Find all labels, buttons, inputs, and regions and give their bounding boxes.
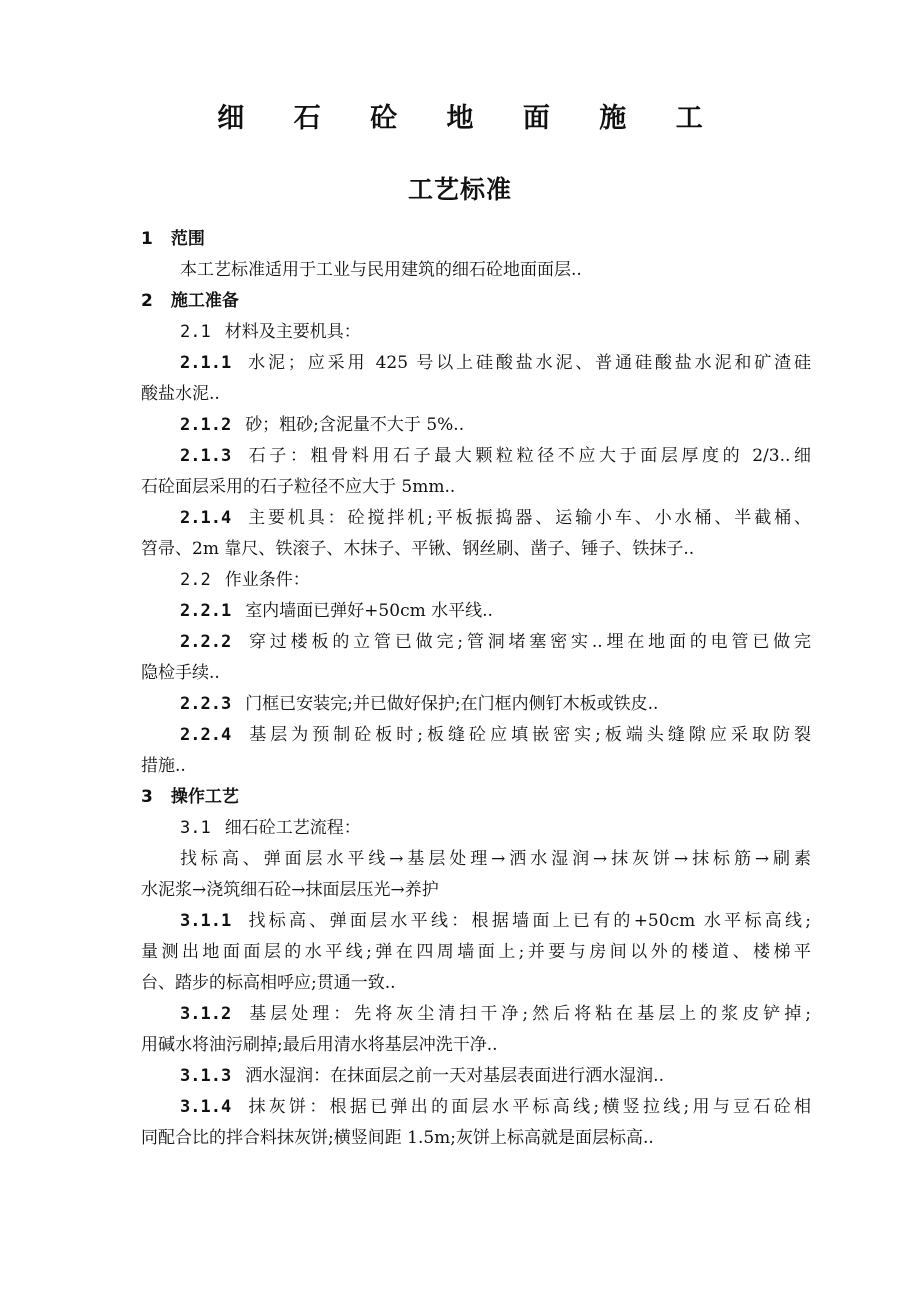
document-subtitle: 工艺标准	[407, 175, 512, 204]
subsection-3-1: 3.1 细石砼工艺流程：	[180, 818, 361, 838]
document-body	[141, 224, 811, 1154]
clause-2-2-4: 2.2.4 基层为预制砼板时;板缝砼应填嵌密实;板端头缝隙应采取防裂	[180, 725, 811, 745]
clause-3-1-1-cont2: 台、踏步的标高相呼应;贯通一致..	[141, 973, 396, 993]
clause-3-1-1-cont: 量测出地面面层的水平线;弹在四周墙面上;并要与房间以外的楼道、楼梯平	[141, 942, 811, 962]
clause-2-2-1: 2.2.1 室内墙面已弹好+50cm 水平线..	[180, 601, 493, 621]
clause-2-2-2: 2.2.2 穿过楼板的立管已做完;管洞堵塞密实..埋在地面的电管已做完	[180, 632, 811, 652]
section-heading-1: 1 范围	[141, 229, 205, 249]
clause-2-1-3-cont: 石砼面层采用的石子粒径不应大于 5mm..	[141, 477, 456, 497]
clause-2-1-1: 2.1.1 水泥；应采用 425 号以上硅酸盐水泥、普通硅酸盐水泥和矿渣硅	[180, 353, 811, 373]
clause-3-1-2: 3.1.2 基层处理：先将灰尘清扫干净;然后将粘在基层上的浆皮铲掉;	[180, 1004, 811, 1024]
section-heading-3: 3 操作工艺	[141, 787, 239, 807]
clause-3-1-4-cont: 同配合比的拌合料抹灰饼;横竖间距 1.5m;灰饼上标高就是面层标高..	[141, 1128, 654, 1148]
clause-3-1-3: 3.1.3 洒水湿润：在抹面层之前一天对基层表面进行洒水湿润..	[180, 1066, 664, 1086]
subsection-2-2: 2.2 作业条件：	[180, 570, 310, 590]
clause-2-2-3: 2.2.3 门框已安装完;并已做好保护;在门框内侧钉木板或铁皮..	[180, 694, 659, 714]
clause-2-1-3: 2.1.3 石子：粗骨料用石子最大颗粒粒径不应大于面层厚度的 2/3..细	[180, 446, 811, 466]
clause-3-1-2-cont: 用碱水将油污刷掉;最后用清水将基层冲洗干净..	[141, 1035, 498, 1055]
clause-3-1-4: 3.1.4 抹灰饼：根据已弹出的面层水平标高线;横竖拉线;用与豆石砼相	[180, 1097, 811, 1117]
clause-2-1-1-cont: 酸盐水泥..	[141, 384, 220, 404]
process-flow: 找标高、弹面层水平线→基层处理→洒水湿润→抹灰饼→抹标筋→刷素	[180, 849, 811, 869]
document-title: 细 石 砼 地 面 施 工	[217, 103, 723, 134]
clause-2-2-2-cont: 隐检手续..	[141, 663, 220, 683]
section-heading-2: 2 施工准备	[141, 291, 239, 311]
clause-2-1-4-cont: 笤帚、2m 靠尺、铁滚子、木抹子、平锹、钢丝刷、凿子、锤子、铁抹子..	[141, 539, 695, 559]
subsection-2-1: 2.1 材料及主要机具：	[180, 322, 361, 342]
clause-2-2-4-cont: 措施..	[141, 756, 186, 776]
clause-2-1-4: 2.1.4 主要机具：砼搅拌机;平板振捣器、运输小车、小水桶、半截桶、	[180, 508, 811, 528]
process-flow-cont: 水泥浆→浇筑细石砼→抹面层压光→养护	[141, 880, 439, 900]
clause-3-1-1: 3.1.1 找标高、弹面层水平线：根据墙面上已有的+50cm 水平标高线;	[180, 911, 811, 931]
clause-2-1-2: 2.1.2 砂；粗砂;含泥量不大于 5%..	[180, 415, 465, 435]
paragraph-scope: 本工艺标准适用于工业与民用建筑的细石砼地面面层..	[180, 260, 582, 280]
